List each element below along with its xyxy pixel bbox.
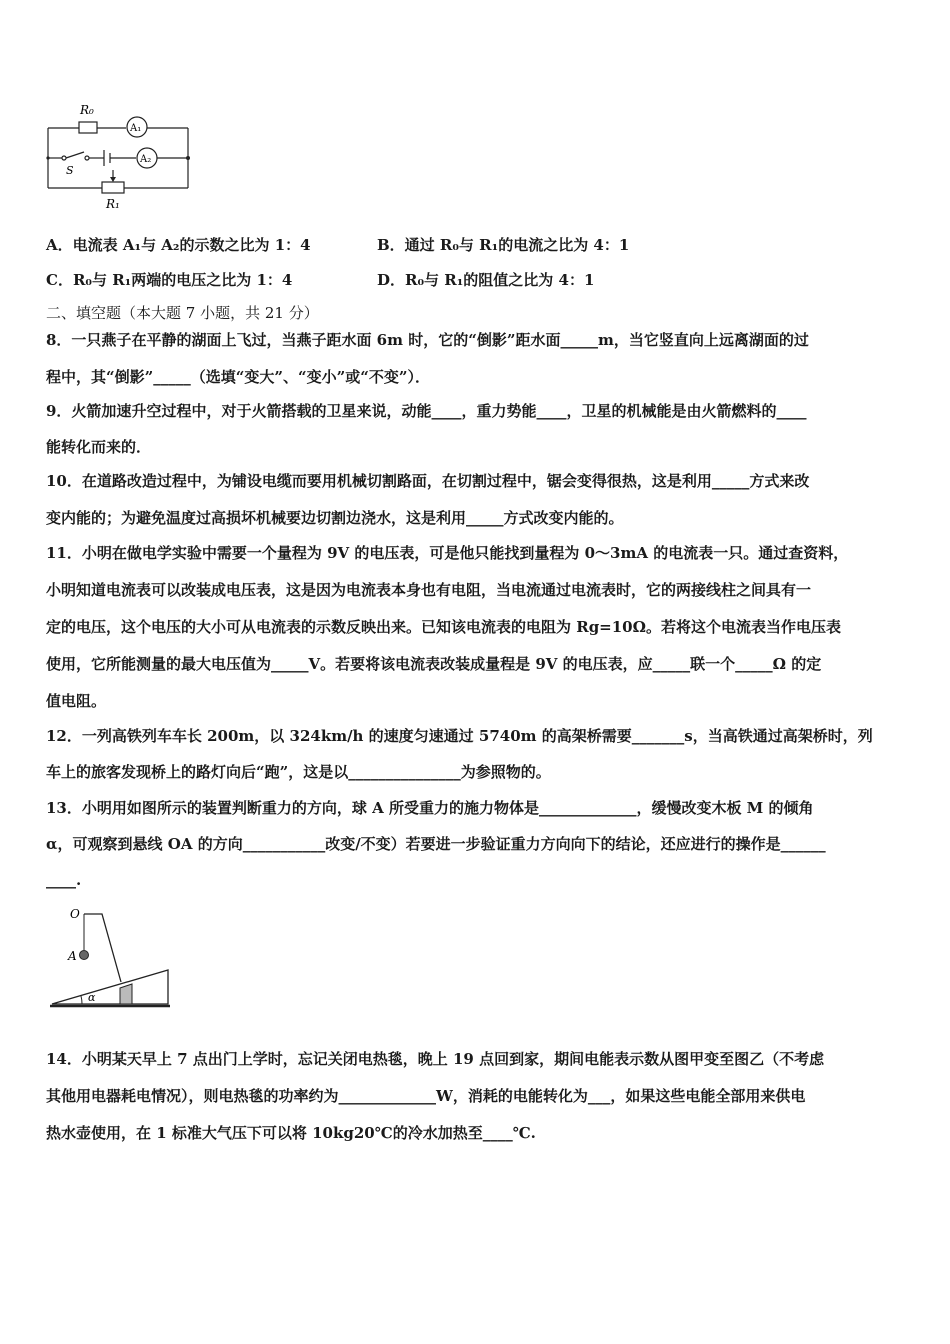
- question-line: 能转化而来的．: [46, 438, 152, 456]
- section-title: 二、填空题（本大题 7 小题，共 21 分）: [46, 304, 319, 322]
- question-line: 11．小明在做电学实验中需要一个量程为 9V 的电压表，可是他只能找到量程为 0～3mA 的电流表一只。通过查资料，: [46, 544, 849, 562]
- option-b: B．通过 R₀与 R₁的电流之比为 4：1: [377, 236, 630, 254]
- angle-arc: [81, 996, 82, 1004]
- label-a: A: [68, 949, 77, 963]
- switch-contact-left: [62, 156, 66, 160]
- question-line: 变内能的；为避免温度过高损坏机械要边切割边浇水，这是利用_____方式改变内能的。: [46, 509, 624, 527]
- r0-resistor: [79, 122, 97, 133]
- question-line: 使用，它所能测量的最大电压值为_____V。若要将该电流表改装成量程是 9V 的电压表，应_____联一个_____Ω 的定: [46, 655, 822, 673]
- question-line: 9．火箭加速升空过程中，对于火箭搭载的卫星来说，动能____，重力势能____，卫星的机械能是由火箭燃料的____: [46, 402, 807, 420]
- question-line: 车上的旅客发现桥上的路灯向后“跑”，这是以_______________为参照物的。: [46, 763, 551, 781]
- r0-label: R₀: [80, 103, 94, 117]
- incline-figure: [46, 900, 171, 1010]
- label-o: O: [70, 907, 80, 921]
- circuit-diagram: [40, 98, 200, 214]
- question-line: α，可观察到悬线 OA 的方向___________改变/不变）若要进一步验证重力方向向下的结论，还应进行的操作是______: [46, 835, 826, 853]
- question-line: 定的电压，这个电压的大小可从电流表的示数反映出来。已知该电流表的电阻为 Rg=10Ω。若将这个电流表当作电压表: [46, 618, 841, 636]
- question-line: 14．小明某天早上 7 点出门上学时，忘记关闭电热毯，晚上 19 点回到家，期间电能表示数从图甲变至图乙（不考虑: [46, 1050, 825, 1068]
- a1-label: A₁: [130, 123, 142, 134]
- question-line: 热水壶使用，在 1 标准大气压下可以将 10kg20℃的冷水加热至____℃.: [46, 1124, 536, 1142]
- ball-a: [80, 951, 89, 960]
- question-line: 13．小明用如图所示的装置判断重力的方向，球 A 所受重力的施力物体是_____________，缓慢改变木板 M 的倾角: [46, 799, 814, 817]
- question-line: 10．在道路改造过程中，为铺设电缆而要用机械切割路面，在切割过程中，锯会变得很热，这是利用_____方式来改: [46, 472, 810, 490]
- option-c: C．R₀与 R₁两端的电压之比为 1：4: [46, 271, 293, 289]
- question-line: 值电阻。: [46, 692, 107, 710]
- r1-rheostat: [102, 182, 124, 193]
- question-line: 其他用电器耗电情况），则电热毯的功率约为_____________W，消耗的电能转化为___，如果这些电能全部用来供电: [46, 1087, 806, 1105]
- switch-lever: [66, 152, 84, 158]
- switch-contact-right: [85, 156, 89, 160]
- question-line: ____.: [46, 871, 82, 889]
- switch-label: S: [66, 164, 74, 177]
- stand: [84, 914, 121, 982]
- question-line: 小明知道电流表可以改装成电压表，这是因为电流表本身也有电阻，当电流通过电流表时，它的两接线柱之间具有一: [46, 581, 812, 599]
- a2-label: A₂: [140, 154, 152, 165]
- label-alpha: α: [88, 991, 96, 1004]
- option-d: D．R₀与 R₁的阻值之比为 4：1: [377, 271, 595, 289]
- r1-label: R₁: [106, 197, 120, 211]
- question-line: 12．一列高铁列车车长 200m，以 324km/h 的速度匀速通过 5740m 的高架桥需要_______s，当高铁通过高架桥时，列: [46, 727, 873, 745]
- option-a: A．电流表 A₁与 A₂的示数之比为 1：4: [46, 236, 311, 254]
- question-line: 8．一只燕子在平静的湖面上飞过，当燕子距水面 6m 时，它的“倒影”距水面_____m，当它竖直向上远离湖面的过: [46, 331, 809, 349]
- wedge-block: [120, 984, 132, 1004]
- question-line: 程中，其“倒影”_____（选填“变大”、“变小”或“不变”）．: [46, 368, 431, 386]
- incline-board: [52, 970, 168, 1004]
